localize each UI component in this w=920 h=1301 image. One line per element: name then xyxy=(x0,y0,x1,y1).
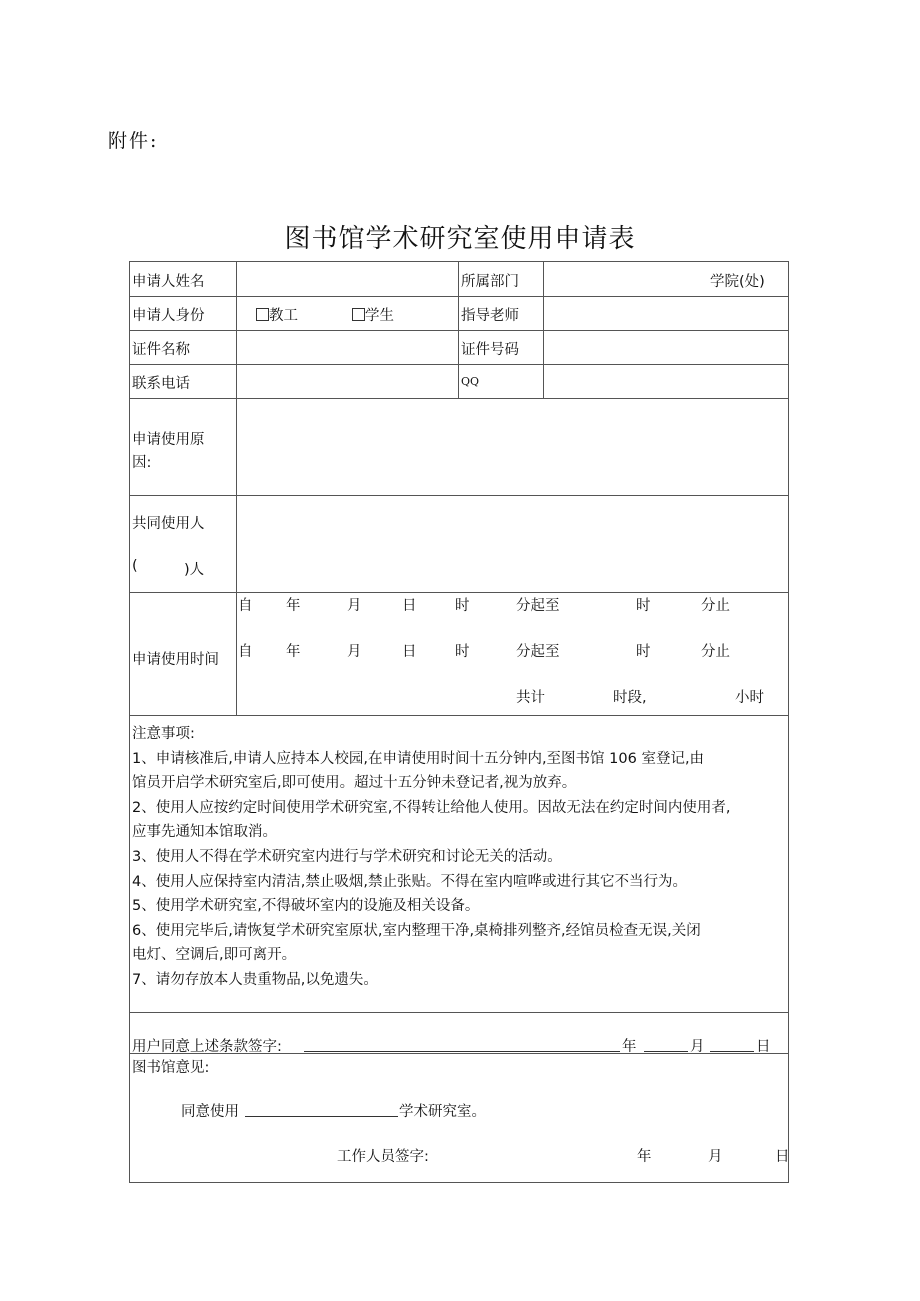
slot2-hour: 时 xyxy=(455,644,470,660)
slot2-day: 日 xyxy=(402,644,417,660)
application-form xyxy=(129,261,789,1183)
advisor-label: 指导老师 xyxy=(461,308,519,324)
note-line: 馆员开启学术研究室后,即可使用。超过十五分钟未登记者,视为放弃。 xyxy=(132,775,577,792)
agreement-day-field[interactable] xyxy=(710,1037,754,1052)
note-line: 应事先通知本馆取消。 xyxy=(132,824,277,841)
id-type-field[interactable] xyxy=(237,331,457,363)
library-opinion-heading: 图书馆意见: xyxy=(132,1060,210,1076)
applicant-name-label: 申请人姓名 xyxy=(132,274,205,290)
staff-signature-field[interactable] xyxy=(440,1142,630,1162)
co-users-count-field[interactable] xyxy=(144,558,182,576)
total-label: 共计 xyxy=(516,690,545,706)
slot2-year: 年 xyxy=(286,644,301,660)
qq-label: QQ xyxy=(461,375,480,388)
slot1-day: 日 xyxy=(402,598,417,614)
slot1-hour-to: 时 xyxy=(636,598,651,614)
approve-suffix: 学术研究室。 xyxy=(399,1104,486,1120)
phone-label: 联系电话 xyxy=(132,376,190,392)
slot1-year: 年 xyxy=(286,598,301,614)
identity-option-staff[interactable]: 教工 xyxy=(256,304,298,325)
note-line: 1、申请核准后,申请人应持本人校园,在申请使用时间十五分钟内,至图书馆 106 室登记,由 xyxy=(132,750,705,767)
co-users-count-open: ( xyxy=(132,558,138,574)
staff-signature-label: 工作人员签字: xyxy=(337,1149,429,1165)
department-suffix: 学院(处) xyxy=(710,274,765,290)
reason-label-line2: 因: xyxy=(132,455,152,471)
reason-label-line1: 申请使用原 xyxy=(132,432,205,448)
reason-field[interactable] xyxy=(237,399,788,494)
approve-room-field[interactable] xyxy=(245,1102,398,1117)
hours-label: 小时 xyxy=(735,690,764,706)
identity-option-student[interactable]: 学生 xyxy=(352,304,394,325)
note-line: 7、请勿存放本人贵重物品,以免遗失。 xyxy=(132,971,378,988)
slot2-min-from: 分起至 xyxy=(516,644,560,660)
co-users-count-close: )人 xyxy=(184,562,205,578)
slot1-month: 月 xyxy=(347,598,362,614)
phone-field[interactable] xyxy=(237,365,457,397)
note-line: 2、使用人应按约定时间使用学术研究室,不得转让给他人使用。因故无法在约定时间内使用者, xyxy=(132,799,731,816)
agreement-day: 日 xyxy=(756,1039,771,1055)
co-users-field[interactable] xyxy=(237,496,788,591)
department-field[interactable] xyxy=(544,263,714,295)
agreement-month: 月 xyxy=(690,1039,705,1055)
note-line: 3、使用人不得在学术研究室内进行与学术研究和讨论无关的活动。 xyxy=(132,848,562,865)
slot1-hour: 时 xyxy=(455,598,470,614)
checkbox-icon[interactable] xyxy=(352,308,365,321)
slot2-hour-to: 时 xyxy=(636,644,651,660)
notes-heading: 注意事项: xyxy=(132,726,195,742)
staff-year: 年 xyxy=(637,1149,652,1165)
applicant-name-field[interactable] xyxy=(237,263,457,295)
attachment-label: 附件: xyxy=(108,130,159,152)
identity-label: 申请人身份 xyxy=(132,308,205,324)
qq-field[interactable] xyxy=(544,365,788,397)
slot2-from: 自 xyxy=(238,644,253,660)
note-line: 5、使用学术研究室,不得破坏室内的设施及相关设备。 xyxy=(132,898,480,915)
approve-prefix: 同意使用 xyxy=(181,1104,239,1120)
staff-month: 月 xyxy=(708,1149,723,1165)
note-line: 4、使用人应保持室内清洁,禁止吸烟,禁止张贴。不得在室内喧哗或进行其它不当行为。 xyxy=(132,873,687,890)
agreement-year: 年 xyxy=(622,1039,637,1055)
notes-section xyxy=(132,722,730,993)
staff-day: 日 xyxy=(775,1149,790,1165)
agreement-label: 用户同意上述条款签字: xyxy=(132,1039,282,1055)
note-line: 电灯、空调后,即可离开。 xyxy=(132,947,297,964)
periods-label: 时段, xyxy=(613,690,647,706)
advisor-field[interactable] xyxy=(544,297,788,329)
slot2-min-to: 分止 xyxy=(701,644,730,660)
slot2-month: 月 xyxy=(347,644,362,660)
department-label: 所属部门 xyxy=(461,274,519,290)
slot1-min-from: 分起至 xyxy=(516,598,560,614)
page-title: 图书馆学术研究室使用申请表 xyxy=(284,224,636,254)
id-number-label: 证件号码 xyxy=(461,342,519,358)
agreement-month-field[interactable] xyxy=(644,1037,688,1052)
checkbox-icon[interactable] xyxy=(256,308,269,321)
id-type-label: 证件名称 xyxy=(132,342,190,358)
note-line: 6、使用完毕后,请恢复学术研究室原状,室内整理干净,桌椅排列整齐,经馆员检查无误,关闭 xyxy=(132,922,701,939)
id-number-field[interactable] xyxy=(544,331,788,363)
slot1-min-to: 分止 xyxy=(701,598,730,614)
co-users-label-line1: 共同使用人 xyxy=(132,516,205,532)
agreement-signature-field[interactable] xyxy=(304,1037,620,1052)
slot1-from: 自 xyxy=(238,598,253,614)
time-label: 申请使用时间 xyxy=(132,652,219,668)
